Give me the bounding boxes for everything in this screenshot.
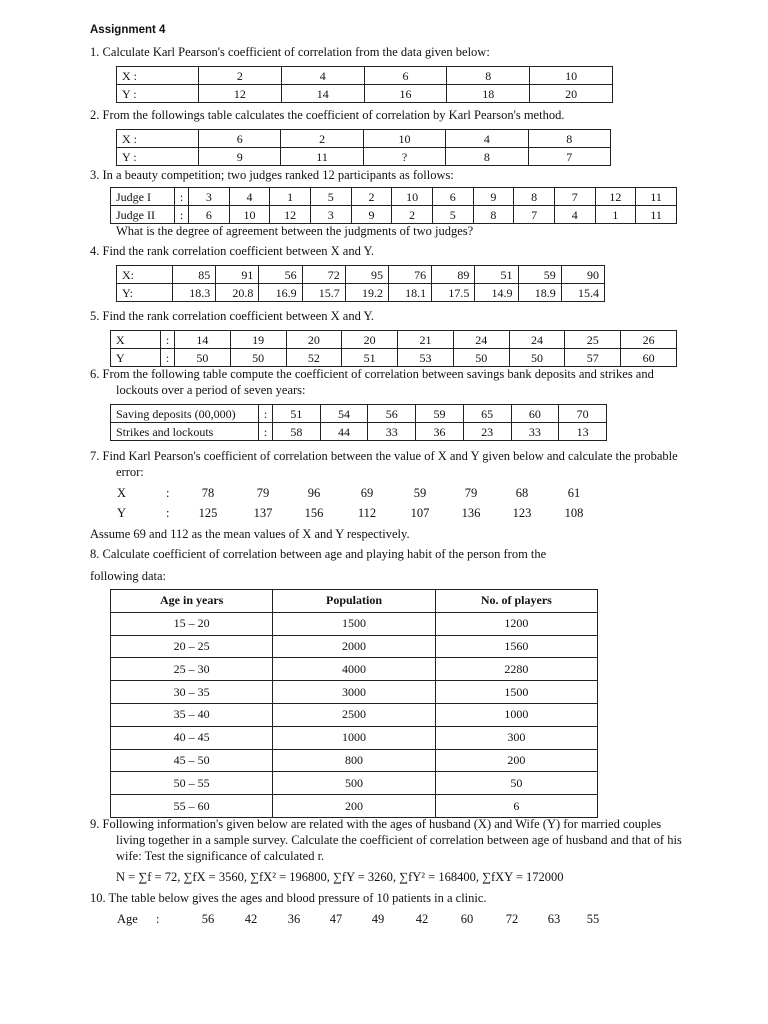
q4-cell: 14.9 bbox=[475, 284, 518, 302]
q4-cell: 15.4 bbox=[561, 284, 604, 302]
q10-value: 60 bbox=[460, 912, 474, 926]
q3-row-colon: : bbox=[175, 206, 189, 224]
q8-cell: 1560 bbox=[435, 635, 597, 658]
q7-value: 78 bbox=[201, 486, 215, 500]
q3-cell: 6 bbox=[189, 206, 230, 224]
q4-cell: 72 bbox=[302, 266, 345, 284]
q7-value: 123 bbox=[512, 506, 532, 520]
q4-row-label: Y: bbox=[117, 284, 173, 302]
q5-cell: 24 bbox=[509, 331, 565, 349]
q7-value: 112 bbox=[357, 506, 377, 520]
q8-cell: 1500 bbox=[273, 612, 435, 635]
q1-row bbox=[117, 67, 613, 85]
q4-table bbox=[116, 265, 605, 302]
q3-cell: 1 bbox=[270, 188, 311, 206]
q5-cell: 51 bbox=[342, 349, 398, 367]
q1-cell: 16 bbox=[364, 85, 447, 103]
q2-cell: 10 bbox=[363, 130, 445, 148]
q4-cell: 59 bbox=[518, 266, 561, 284]
q6-cell: 33 bbox=[368, 423, 416, 441]
q8-cell: 1200 bbox=[435, 612, 597, 635]
q3-cell: 2 bbox=[351, 188, 392, 206]
q7-row-label: X bbox=[117, 486, 127, 500]
q8-cell: 300 bbox=[435, 726, 597, 749]
q6-row-label: Strikes and lockouts bbox=[111, 423, 259, 441]
q4-cell: 18.9 bbox=[518, 284, 561, 302]
q5-cell: 50 bbox=[453, 349, 509, 367]
q6-cell: 36 bbox=[416, 423, 464, 441]
q3-cell: 5 bbox=[310, 188, 351, 206]
q4-cell: 19.2 bbox=[345, 284, 388, 302]
q4-cell: 18.1 bbox=[388, 284, 431, 302]
q6-cell: 51 bbox=[273, 405, 321, 423]
q2-cell: ? bbox=[363, 148, 445, 166]
q5-cell: 52 bbox=[286, 349, 342, 367]
q10-value: 47 bbox=[329, 912, 343, 926]
q10-value: 56 bbox=[201, 912, 215, 926]
q4-cell: 20.8 bbox=[216, 284, 259, 302]
q8-cell: 30 – 35 bbox=[111, 681, 273, 704]
q3-cell: 7 bbox=[554, 188, 595, 206]
q6-row bbox=[111, 423, 607, 441]
q4-cell: 56 bbox=[259, 266, 302, 284]
q7-value: 136 bbox=[461, 506, 481, 520]
q5-cell: 50 bbox=[175, 349, 231, 367]
q3-cell: 3 bbox=[189, 188, 230, 206]
q6-cell: 54 bbox=[320, 405, 368, 423]
question-1: 1. Calculate Karl Pearson's coefficient of correlation from the data given below: bbox=[90, 45, 490, 59]
q8-cell: 800 bbox=[273, 749, 435, 772]
q1-cell: 6 bbox=[364, 67, 447, 85]
q8-cell: 20 – 25 bbox=[111, 635, 273, 658]
q8-cell: 4000 bbox=[273, 658, 435, 681]
q8-table-row bbox=[111, 635, 598, 658]
q4-cell: 51 bbox=[475, 266, 518, 284]
q2-table bbox=[116, 129, 611, 166]
q8-cell: 40 – 45 bbox=[111, 726, 273, 749]
q8-cell: 50 bbox=[435, 772, 597, 795]
q3-cell: 2 bbox=[392, 206, 433, 224]
q5-cell: 24 bbox=[453, 331, 509, 349]
q7-value: 108 bbox=[564, 506, 584, 520]
q6-cell: 59 bbox=[416, 405, 464, 423]
q2-cell: 6 bbox=[199, 130, 281, 148]
q5-cell: 19 bbox=[230, 331, 286, 349]
q1-cell: 8 bbox=[447, 67, 530, 85]
q4-row-label: X: bbox=[117, 266, 173, 284]
q8-cell: 25 – 30 bbox=[111, 658, 273, 681]
q4-cell: 16.9 bbox=[259, 284, 302, 302]
q8-cell: 200 bbox=[273, 795, 435, 818]
q8-cell: 55 – 60 bbox=[111, 795, 273, 818]
q7-value: 68 bbox=[515, 486, 529, 500]
q8-table-row bbox=[111, 658, 598, 681]
q7-value: 61 bbox=[567, 486, 581, 500]
q5-row-label: Y bbox=[111, 349, 161, 367]
q2-cell: 7 bbox=[528, 148, 610, 166]
q5-cell: 26 bbox=[621, 331, 677, 349]
q5-row bbox=[111, 349, 677, 367]
q3-row-label: Judge II bbox=[111, 206, 175, 224]
q3-cell: 12 bbox=[595, 188, 636, 206]
question-6-text: 6. From the following table compute the coefficient of correlation between savings bank deposits and strikes and lockouts over a period of seven years: bbox=[90, 367, 654, 397]
question-7 bbox=[90, 448, 682, 480]
q5-cell: 53 bbox=[398, 349, 454, 367]
q6-cell: 58 bbox=[273, 423, 321, 441]
q8-table-row bbox=[111, 726, 598, 749]
q8-table-row bbox=[111, 749, 598, 772]
q5-cell: 50 bbox=[509, 349, 565, 367]
q7-row-label: Y bbox=[117, 506, 127, 520]
q5-cell: 50 bbox=[230, 349, 286, 367]
question-8-line1: 8. Calculate coefficient of correlation between age and playing habit of the person from the bbox=[90, 547, 547, 561]
q8-table-row bbox=[111, 681, 598, 704]
q6-row-label: Saving deposits (00,000) bbox=[111, 405, 259, 423]
q4-cell: 15.7 bbox=[302, 284, 345, 302]
q2-cell: 8 bbox=[528, 130, 610, 148]
q8-column-header: No. of players bbox=[435, 590, 597, 613]
q2-row bbox=[117, 148, 611, 166]
q5-cell: 21 bbox=[398, 331, 454, 349]
q7-value: 59 bbox=[413, 486, 427, 500]
q3-cell: 8 bbox=[473, 206, 514, 224]
q4-cell: 91 bbox=[216, 266, 259, 284]
q7-value: 79 bbox=[256, 486, 270, 500]
q5-row-label: X bbox=[111, 331, 161, 349]
q7-row-colon: : bbox=[166, 506, 170, 520]
q8-cell: 1000 bbox=[435, 703, 597, 726]
q4-cell: 76 bbox=[388, 266, 431, 284]
q3-row bbox=[111, 188, 677, 206]
question-4: 4. Find the rank correlation coefficient between X and Y. bbox=[90, 244, 375, 258]
q8-table-row bbox=[111, 795, 598, 818]
q1-row-label: Y : bbox=[117, 85, 199, 103]
q8-header-row bbox=[111, 590, 598, 613]
q4-cell: 89 bbox=[432, 266, 475, 284]
q1-row bbox=[117, 85, 613, 103]
q3-cell: 4 bbox=[229, 188, 270, 206]
q10-value: 72 bbox=[505, 912, 519, 926]
q1-cell: 4 bbox=[281, 67, 364, 85]
q4-cell: 18.3 bbox=[173, 284, 216, 302]
q3-cell: 11 bbox=[636, 206, 677, 224]
q1-cell: 10 bbox=[530, 67, 613, 85]
q8-cell: 2500 bbox=[273, 703, 435, 726]
q8-cell: 2000 bbox=[273, 635, 435, 658]
q1-cell: 14 bbox=[281, 85, 364, 103]
q10-row-label: Age bbox=[117, 912, 138, 926]
q8-cell: 50 – 55 bbox=[111, 772, 273, 795]
q2-row-label: X : bbox=[117, 130, 199, 148]
q6-cell: 33 bbox=[511, 423, 559, 441]
q5-cell: 14 bbox=[175, 331, 231, 349]
q8-column-header: Population bbox=[273, 590, 435, 613]
q6-cell: 13 bbox=[559, 423, 607, 441]
q7-value: 107 bbox=[410, 506, 430, 520]
question-9 bbox=[90, 816, 682, 864]
q7-value: 156 bbox=[304, 506, 324, 520]
q8-cell: 45 – 50 bbox=[111, 749, 273, 772]
q1-row-label: X : bbox=[117, 67, 199, 85]
q6-cell: 60 bbox=[511, 405, 559, 423]
q3-cell: 9 bbox=[351, 206, 392, 224]
q1-cell: 20 bbox=[530, 85, 613, 103]
q5-cell: 20 bbox=[342, 331, 398, 349]
q7-value: 125 bbox=[198, 506, 218, 520]
q7-value: 137 bbox=[253, 506, 273, 520]
q3-cell: 7 bbox=[514, 206, 555, 224]
q4-row bbox=[117, 284, 605, 302]
q6-cell: 23 bbox=[463, 423, 511, 441]
q4-cell: 85 bbox=[173, 266, 216, 284]
q3-cell: 4 bbox=[554, 206, 595, 224]
question-2: 2. From the followings table calculates the coefficient of correlation by Karl Pearson's method. bbox=[90, 108, 565, 122]
q7-value: 79 bbox=[464, 486, 478, 500]
question-3: 3. In a beauty competition; two judges ranked 12 participants as follows: bbox=[90, 168, 454, 182]
q10-value: 55 bbox=[586, 912, 600, 926]
question-9-text: 9. Following information's given below are related with the ages of husband (X) and Wife (Y) for married couples living together in a sample survey. Calculate the coefficient of correlation between age of husband and that of his wife: Test the significance of calculated r. bbox=[90, 817, 682, 863]
q10-value: 42 bbox=[244, 912, 258, 926]
q10-value: 42 bbox=[415, 912, 429, 926]
q1-cell: 18 bbox=[447, 85, 530, 103]
q4-cell: 90 bbox=[561, 266, 604, 284]
q3-row-colon: : bbox=[175, 188, 189, 206]
q8-cell: 1000 bbox=[273, 726, 435, 749]
question-3-followup: What is the degree of agreement between the judgments of two judges? bbox=[116, 224, 474, 238]
q8-cell: 35 – 40 bbox=[111, 703, 273, 726]
q6-row-colon: : bbox=[259, 423, 273, 441]
q6-row bbox=[111, 405, 607, 423]
q8-cell: 200 bbox=[435, 749, 597, 772]
q2-cell: 8 bbox=[446, 148, 528, 166]
q4-row bbox=[117, 266, 605, 284]
q5-table bbox=[110, 330, 677, 367]
q6-cell: 56 bbox=[368, 405, 416, 423]
q7-value: 69 bbox=[360, 486, 374, 500]
q10-value: 63 bbox=[547, 912, 561, 926]
q5-row bbox=[111, 331, 677, 349]
q3-cell: 5 bbox=[432, 206, 473, 224]
q3-cell: 10 bbox=[392, 188, 433, 206]
q1-cell: 2 bbox=[199, 67, 282, 85]
q3-cell: 9 bbox=[473, 188, 514, 206]
q3-cell: 8 bbox=[514, 188, 555, 206]
q5-cell: 20 bbox=[286, 331, 342, 349]
question-7-text: 7. Find Karl Pearson's coefficient of correlation between the value of X and Y given below and calculate the probable error: bbox=[90, 449, 678, 479]
question-10: 10. The table below gives the ages and blood pressure of 10 patients in a clinic. bbox=[90, 891, 487, 905]
q3-cell: 12 bbox=[270, 206, 311, 224]
question-9-formula: N = ∑f = 72, ∑fX = 3560, ∑fX² = 196800, ∑fY = 3260, ∑fY² = 168400, ∑fXY = 172000 bbox=[116, 870, 564, 884]
q5-row-colon: : bbox=[161, 349, 175, 367]
q4-cell: 17.5 bbox=[432, 284, 475, 302]
q8-table-row bbox=[111, 703, 598, 726]
q3-cell: 6 bbox=[432, 188, 473, 206]
q8-table bbox=[110, 589, 598, 818]
q8-cell: 500 bbox=[273, 772, 435, 795]
q2-cell: 9 bbox=[199, 148, 281, 166]
q4-cell: 95 bbox=[345, 266, 388, 284]
q3-table bbox=[110, 187, 677, 224]
q8-cell: 3000 bbox=[273, 681, 435, 704]
q10-row-colon: : bbox=[156, 912, 160, 926]
q8-table-row bbox=[111, 772, 598, 795]
q2-cell: 2 bbox=[281, 130, 363, 148]
q8-cell: 15 – 20 bbox=[111, 612, 273, 635]
q10-value: 49 bbox=[371, 912, 385, 926]
q3-cell: 3 bbox=[310, 206, 351, 224]
q10-value: 36 bbox=[287, 912, 301, 926]
q3-cell: 1 bbox=[595, 206, 636, 224]
question-6 bbox=[90, 366, 682, 398]
q2-cell: 11 bbox=[281, 148, 363, 166]
q8-cell: 6 bbox=[435, 795, 597, 818]
q8-column-header: Age in years bbox=[111, 590, 273, 613]
assignment-title: Assignment 4 bbox=[90, 24, 166, 36]
q3-cell: 10 bbox=[229, 206, 270, 224]
q6-cell: 44 bbox=[320, 423, 368, 441]
q8-table-row bbox=[111, 612, 598, 635]
q5-cell: 57 bbox=[565, 349, 621, 367]
q8-cell: 1500 bbox=[435, 681, 597, 704]
question-7-note: Assume 69 and 112 as the mean values of X and Y respectively. bbox=[90, 527, 410, 541]
q3-row bbox=[111, 206, 677, 224]
q6-cell: 70 bbox=[559, 405, 607, 423]
q3-row-label: Judge I bbox=[111, 188, 175, 206]
q5-cell: 60 bbox=[621, 349, 677, 367]
q3-cell: 11 bbox=[636, 188, 677, 206]
q1-cell: 12 bbox=[199, 85, 282, 103]
q7-value: 96 bbox=[307, 486, 321, 500]
q6-cell: 65 bbox=[463, 405, 511, 423]
question-8-line2: following data: bbox=[90, 569, 167, 583]
q2-cell: 4 bbox=[446, 130, 528, 148]
q8-cell: 2280 bbox=[435, 658, 597, 681]
question-5: 5. Find the rank correlation coefficient between X and Y. bbox=[90, 309, 375, 323]
q7-row-colon: : bbox=[166, 486, 170, 500]
q6-table bbox=[110, 404, 607, 441]
q6-row-colon: : bbox=[259, 405, 273, 423]
q5-cell: 25 bbox=[565, 331, 621, 349]
q2-row-label: Y : bbox=[117, 148, 199, 166]
q1-table bbox=[116, 66, 613, 103]
q5-row-colon: : bbox=[161, 331, 175, 349]
q2-row bbox=[117, 130, 611, 148]
